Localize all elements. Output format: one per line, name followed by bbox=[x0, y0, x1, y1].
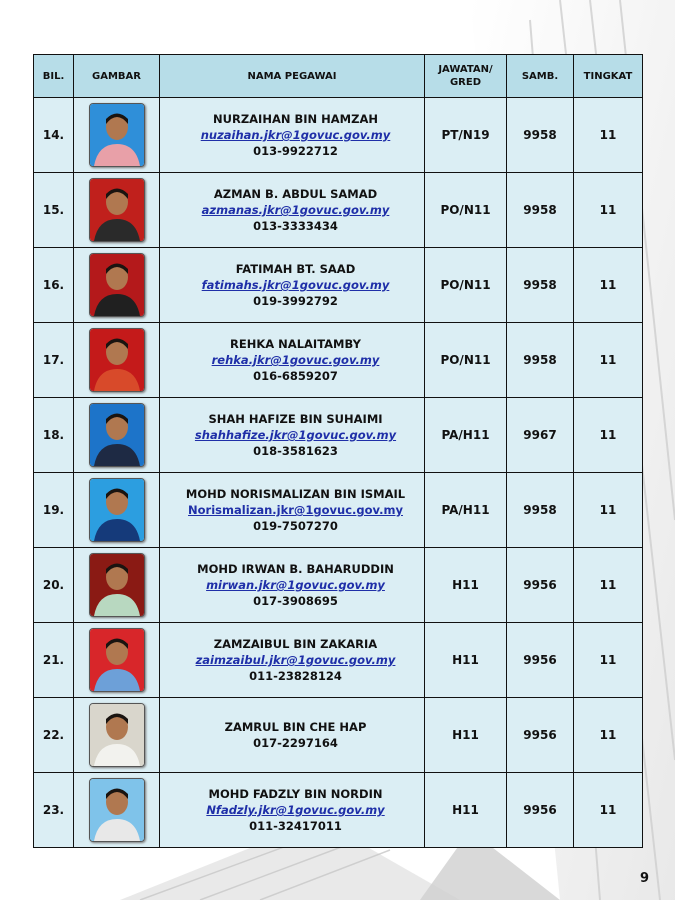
staff-email-link[interactable]: rehka.jkr@1govuc.gov.my bbox=[211, 353, 380, 367]
photo-cell bbox=[74, 248, 160, 323]
staff-phone: 018-3581623 bbox=[253, 444, 338, 458]
header-jawatan-line2: GRED bbox=[449, 77, 482, 88]
staff-photo bbox=[89, 253, 145, 317]
staff-grade: H11 bbox=[425, 773, 507, 848]
photo-cell bbox=[74, 323, 160, 398]
table-row bbox=[34, 623, 643, 698]
staff-info bbox=[160, 473, 425, 548]
staff-photo bbox=[89, 103, 145, 167]
photo-cell bbox=[74, 698, 160, 773]
staff-floor: 11 bbox=[574, 473, 643, 548]
staff-name: SHAH HAFIZE BIN SUHAIMI bbox=[208, 412, 383, 426]
staff-email-link[interactable]: shahhafize.jkr@1govuc.gov.my bbox=[194, 428, 397, 442]
staff-extension: 9958 bbox=[507, 323, 574, 398]
staff-extension: 9956 bbox=[507, 773, 574, 848]
table-row bbox=[34, 473, 643, 548]
staff-info bbox=[160, 173, 425, 248]
staff-email-link[interactable]: zaimzaibul.jkr@1govuc.gov.my bbox=[195, 653, 396, 667]
table-row bbox=[34, 773, 643, 848]
table-row bbox=[34, 173, 643, 248]
row-number: 16. bbox=[34, 248, 74, 323]
staff-photo bbox=[89, 703, 145, 767]
photo-cell bbox=[74, 548, 160, 623]
staff-name: MOHD IRWAN B. BAHARUDDIN bbox=[197, 562, 394, 576]
staff-grade: PA/H11 bbox=[425, 398, 507, 473]
photo-cell bbox=[74, 398, 160, 473]
staff-email-link[interactable]: Nfadzly.jkr@1govuc.gov.my bbox=[206, 803, 385, 817]
photo-cell bbox=[74, 623, 160, 698]
staff-floor: 11 bbox=[574, 773, 643, 848]
staff-email-link[interactable]: azmanas.jkr@1govuc.gov.my bbox=[201, 203, 390, 217]
staff-extension: 9956 bbox=[507, 623, 574, 698]
staff-grade: H11 bbox=[425, 548, 507, 623]
table-header-row bbox=[34, 55, 643, 98]
page-number: 9 bbox=[639, 871, 649, 886]
table-row bbox=[34, 548, 643, 623]
table-row bbox=[34, 98, 643, 173]
header-jawatan-line1: JAWATAN/ bbox=[438, 64, 493, 75]
staff-floor: 11 bbox=[574, 173, 643, 248]
staff-info bbox=[160, 248, 425, 323]
staff-phone: 016-6859207 bbox=[253, 369, 338, 383]
staff-phone: 017-2297164 bbox=[253, 736, 338, 750]
row-number: 14. bbox=[34, 98, 74, 173]
staff-grade: PT/N19 bbox=[425, 98, 507, 173]
header-samb: SAMB. bbox=[507, 55, 574, 98]
staff-name: MOHD NORISMALIZAN BIN ISMAIL bbox=[185, 487, 406, 501]
staff-info bbox=[160, 623, 425, 698]
row-number: 18. bbox=[34, 398, 74, 473]
staff-extension: 9967 bbox=[507, 398, 574, 473]
staff-email-link[interactable]: mirwan.jkr@1govuc.gov.my bbox=[206, 578, 385, 592]
staff-phone: 019-3992792 bbox=[253, 294, 338, 308]
staff-email-link[interactable]: nuzaihan.jkr@1govuc.gov.my bbox=[200, 128, 391, 142]
staff-email-link[interactable]: Norismalizan.jkr@1govuc.gov.my bbox=[188, 503, 403, 517]
table-row bbox=[34, 248, 643, 323]
row-number: 22. bbox=[34, 698, 74, 773]
staff-info bbox=[160, 698, 425, 773]
staff-phone: 019-7507270 bbox=[253, 519, 338, 533]
staff-grade: PO/N11 bbox=[425, 248, 507, 323]
staff-photo bbox=[89, 553, 145, 617]
staff-phone: 017-3908695 bbox=[253, 594, 338, 608]
staff-extension: 9958 bbox=[507, 173, 574, 248]
staff-info bbox=[160, 773, 425, 848]
staff-floor: 11 bbox=[574, 698, 643, 773]
row-number: 19. bbox=[34, 473, 74, 548]
staff-name: NURZAIHAN BIN HAMZAH bbox=[213, 112, 378, 126]
header-jawatan bbox=[425, 55, 507, 98]
staff-info bbox=[160, 398, 425, 473]
staff-info bbox=[160, 98, 425, 173]
header-nama: NAMA PEGAWAI bbox=[160, 55, 425, 98]
staff-floor: 11 bbox=[574, 548, 643, 623]
photo-cell bbox=[74, 98, 160, 173]
staff-name: FATIMAH BT. SAAD bbox=[235, 262, 356, 276]
staff-photo bbox=[89, 478, 145, 542]
row-number: 23. bbox=[34, 773, 74, 848]
staff-extension: 9958 bbox=[507, 248, 574, 323]
staff-info bbox=[160, 548, 425, 623]
staff-photo bbox=[89, 778, 145, 842]
staff-extension: 9956 bbox=[507, 548, 574, 623]
staff-phone: 011-32417011 bbox=[249, 819, 342, 833]
staff-info bbox=[160, 323, 425, 398]
header-bil: BIL. bbox=[34, 55, 74, 98]
staff-name: ZAMRUL BIN CHE HAP bbox=[224, 720, 367, 734]
table-row bbox=[34, 398, 643, 473]
row-number: 15. bbox=[34, 173, 74, 248]
row-number: 21. bbox=[34, 623, 74, 698]
photo-cell bbox=[74, 173, 160, 248]
staff-name: MOHD FADZLY BIN NORDIN bbox=[208, 787, 383, 801]
staff-photo bbox=[89, 178, 145, 242]
staff-name: REHKA NALAITAMBY bbox=[230, 337, 361, 351]
staff-email-link[interactable]: fatimahs.jkr@1govuc.gov.my bbox=[201, 278, 390, 292]
staff-extension: 9958 bbox=[507, 473, 574, 548]
staff-extension: 9958 bbox=[507, 98, 574, 173]
staff-photo bbox=[89, 328, 145, 392]
staff-floor: 11 bbox=[574, 323, 643, 398]
staff-grade: H11 bbox=[425, 698, 507, 773]
staff-floor: 11 bbox=[574, 98, 643, 173]
photo-cell bbox=[74, 473, 160, 548]
staff-grade: PA/H11 bbox=[425, 473, 507, 548]
header-tingkat: TINGKAT bbox=[574, 55, 643, 98]
staff-floor: 11 bbox=[574, 398, 643, 473]
photo-cell bbox=[74, 773, 160, 848]
staff-grade: PO/N11 bbox=[425, 173, 507, 248]
staff-name: ZAMZAIBUL BIN ZAKARIA bbox=[213, 637, 378, 651]
staff-grade: H11 bbox=[425, 623, 507, 698]
staff-phone: 013-9922712 bbox=[253, 144, 338, 158]
staff-floor: 11 bbox=[574, 623, 643, 698]
staff-photo bbox=[89, 628, 145, 692]
staff-phone: 011-23828124 bbox=[249, 669, 342, 683]
staff-photo bbox=[89, 403, 145, 467]
row-number: 17. bbox=[34, 323, 74, 398]
staff-phone: 013-3333434 bbox=[253, 219, 338, 233]
staff-floor: 11 bbox=[574, 248, 643, 323]
staff-grade: PO/N11 bbox=[425, 323, 507, 398]
staff-table bbox=[33, 54, 643, 848]
staff-name: AZMAN B. ABDUL SAMAD bbox=[213, 187, 378, 201]
table-row bbox=[34, 698, 643, 773]
table-row bbox=[34, 323, 643, 398]
header-gambar: GAMBAR bbox=[74, 55, 160, 98]
staff-extension: 9956 bbox=[507, 698, 574, 773]
row-number: 20. bbox=[34, 548, 74, 623]
